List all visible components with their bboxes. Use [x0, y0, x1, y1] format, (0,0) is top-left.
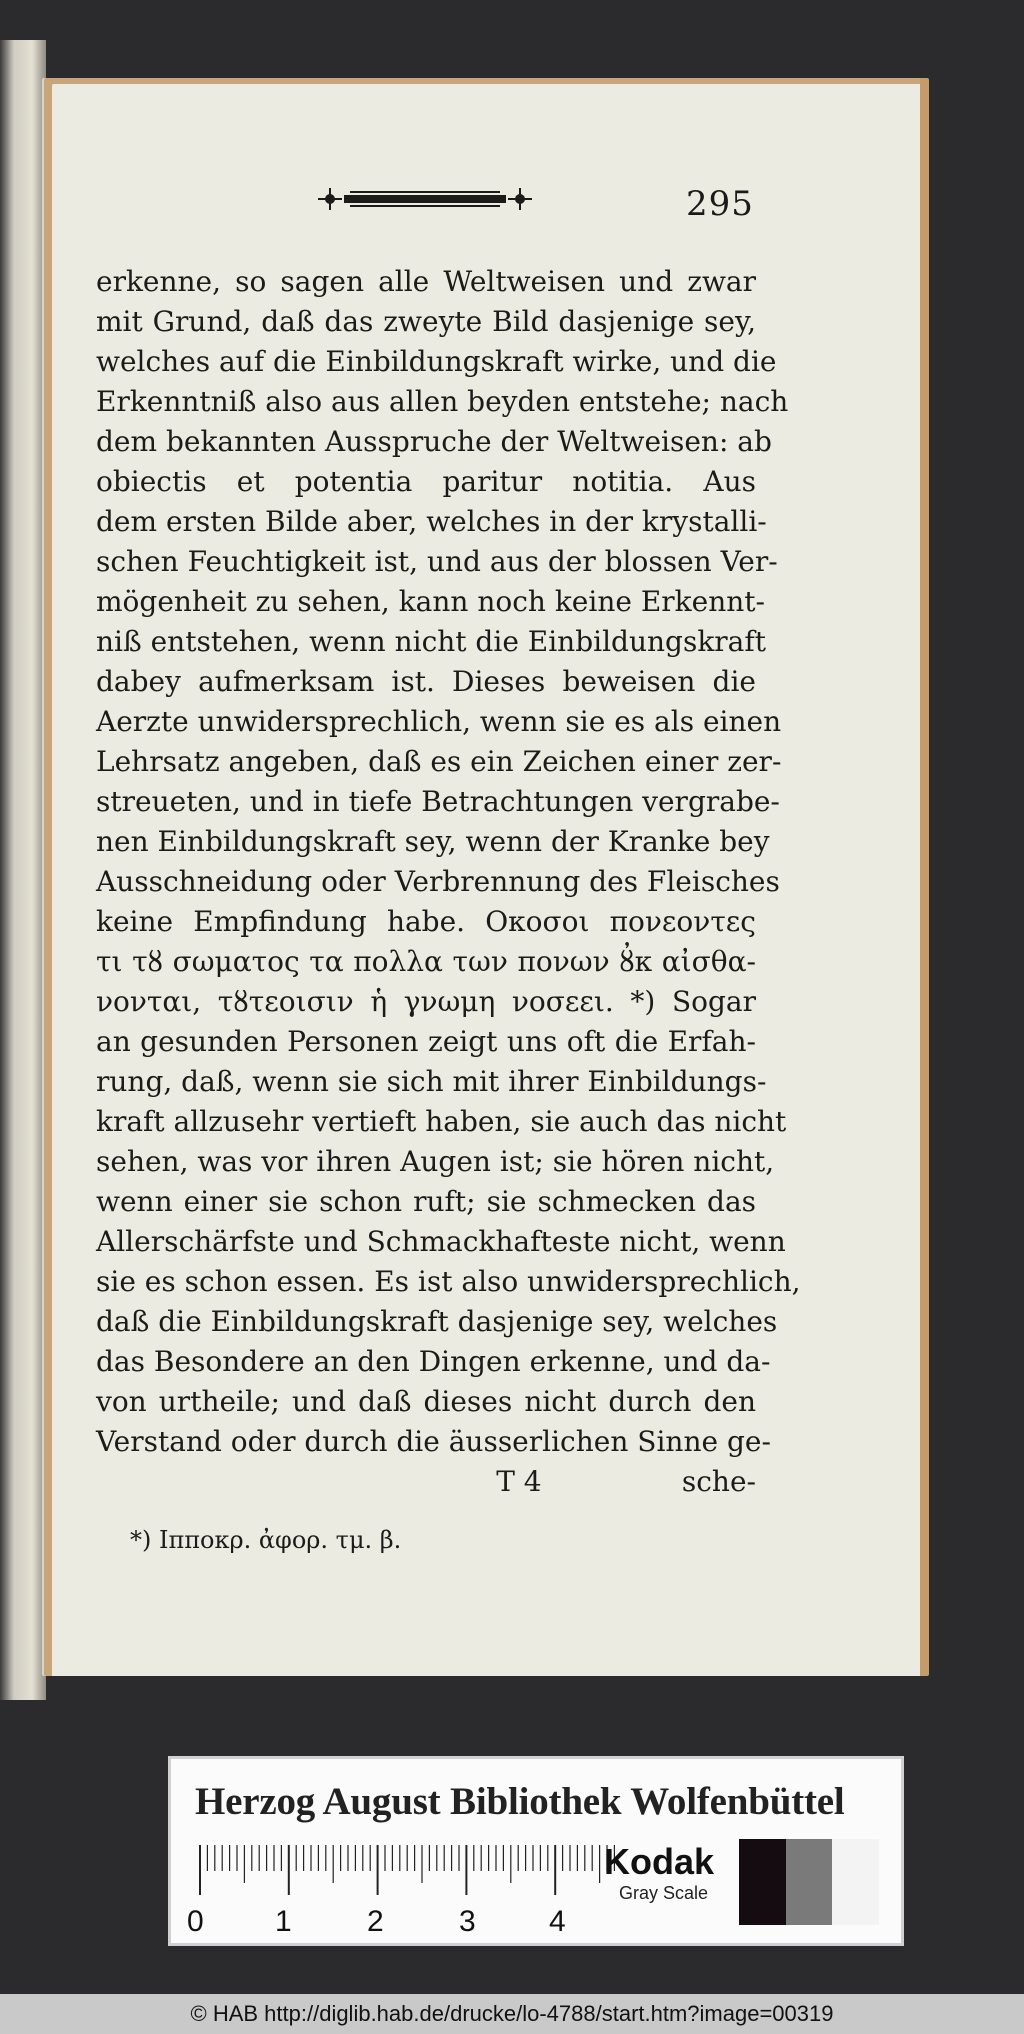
swatch-light — [832, 1839, 879, 1925]
swatch-dark — [739, 1839, 786, 1925]
text-line: daß die Einbildungskraft dasjenige sey, welches — [96, 1305, 778, 1338]
text-line: dem bekannten Ausspruche der Weltweisen: ab — [96, 425, 772, 458]
text-line: rung, daß, wenn sie sich mit ihrer Einbildungs- — [96, 1065, 767, 1098]
text-line: kraft allzusehr vertieft haben, sie auch das nicht — [96, 1105, 787, 1138]
text-line: dem ersten Bilde aber, welches in der krystalli- — [96, 505, 767, 538]
text-line: von urtheile; und daß dieses nicht durch den — [96, 1385, 756, 1418]
swatch-mid — [786, 1839, 833, 1925]
footnote: *) Ιπποκρ. ἀφορ. τμ. β. — [130, 1526, 402, 1554]
text-line: keine Empfindung habe. Οκοσοι πονεοντες — [96, 905, 756, 938]
text-line: obiectis et potentia paritur notitia. Aus — [96, 465, 756, 498]
text-line: νονται, τȣτεοισιν ἡ γνωμη νοσεει. *) Sogar — [96, 985, 756, 1018]
signature-line — [96, 1462, 756, 1502]
kodak-logo: Kodak — [604, 1841, 715, 1882]
text-line: mit Grund, daß das zweyte Bild dasjenige sey, — [96, 305, 756, 338]
text-line: nen Einbildungskraft sey, wenn der Kranke bey — [96, 825, 770, 858]
library-name: Herzog August Bibliothek Wolfenbüttel — [195, 1780, 845, 1823]
text-line: Allerschärfste und Schmackhafteste nicht, wenn — [96, 1225, 786, 1258]
text-line: mögenheit zu sehen, kann noch keine Erkennt- — [96, 585, 765, 618]
signature-mark: T 4 — [496, 1465, 542, 1498]
text-line: welches auf die Einbildungskraft wirke, und die — [96, 345, 777, 378]
text-line: sie es schon essen. Es ist also unwidersprechlich, — [96, 1265, 801, 1298]
text-line: sehen, was vor ihren Augen ist; sie hören nicht, — [96, 1145, 775, 1178]
scale-number: 4 — [549, 1905, 566, 1938]
scale-number: 2 — [367, 1905, 384, 1938]
text-line: das Besondere an den Dingen erkenne, und da- — [96, 1345, 771, 1378]
text-line: Aerzte unwidersprechlich, wenn sie es als einen — [96, 705, 782, 738]
scale-number: 3 — [459, 1905, 476, 1938]
text-line: Ausschneidung oder Verbrennung des Fleisches — [96, 865, 780, 898]
text-line: niß entstehen, wenn nicht die Einbildungskraft — [96, 625, 766, 658]
scale-number: 1 — [275, 1905, 292, 1938]
text-line: an gesunden Personen zeigt uns oft die Erfah- — [96, 1025, 756, 1058]
text-line: streueten, und in tiefe Betrachtungen vergrabe- — [96, 785, 780, 818]
text-line: dabey aufmerksam ist. Dieses beweisen die — [96, 665, 756, 698]
text-line: Verstand oder durch die äusserlichen Sinne ge- — [96, 1425, 771, 1458]
text-line: Lehrsatz angeben, daß es ein Zeichen einer zer- — [96, 745, 782, 778]
body-text — [96, 262, 801, 1502]
text-line: erkenne, so sagen alle Weltweisen und zwar — [96, 265, 756, 298]
text-line: τι τȣ σωματος τα πολλα των πονων ȣ̓κ αἰσθα- — [96, 945, 756, 978]
header-ornament — [316, 188, 534, 210]
scale-number: 0 — [187, 1905, 204, 1938]
footer-credit: © HAB http://diglib.hab.de/drucke/lo-4788/start.htm?image=00319 — [0, 1994, 1024, 2034]
page-number: 295 — [686, 184, 754, 224]
gray-scale-label: Gray Scale — [619, 1883, 709, 1903]
library-scale-card — [168, 1756, 904, 1946]
text-line: schen Feuchtigkeit ist, und aus der blossen Ver- — [96, 545, 778, 578]
text-line: wenn einer sie schon ruft; sie schmecken das — [96, 1185, 756, 1218]
catchword: sche- — [681, 1465, 756, 1498]
text-line: Erkenntniß also aus allen beyden entstehe; nach — [96, 385, 789, 418]
adjacent-page-edge — [0, 40, 46, 1700]
gray-swatches — [739, 1839, 879, 1925]
